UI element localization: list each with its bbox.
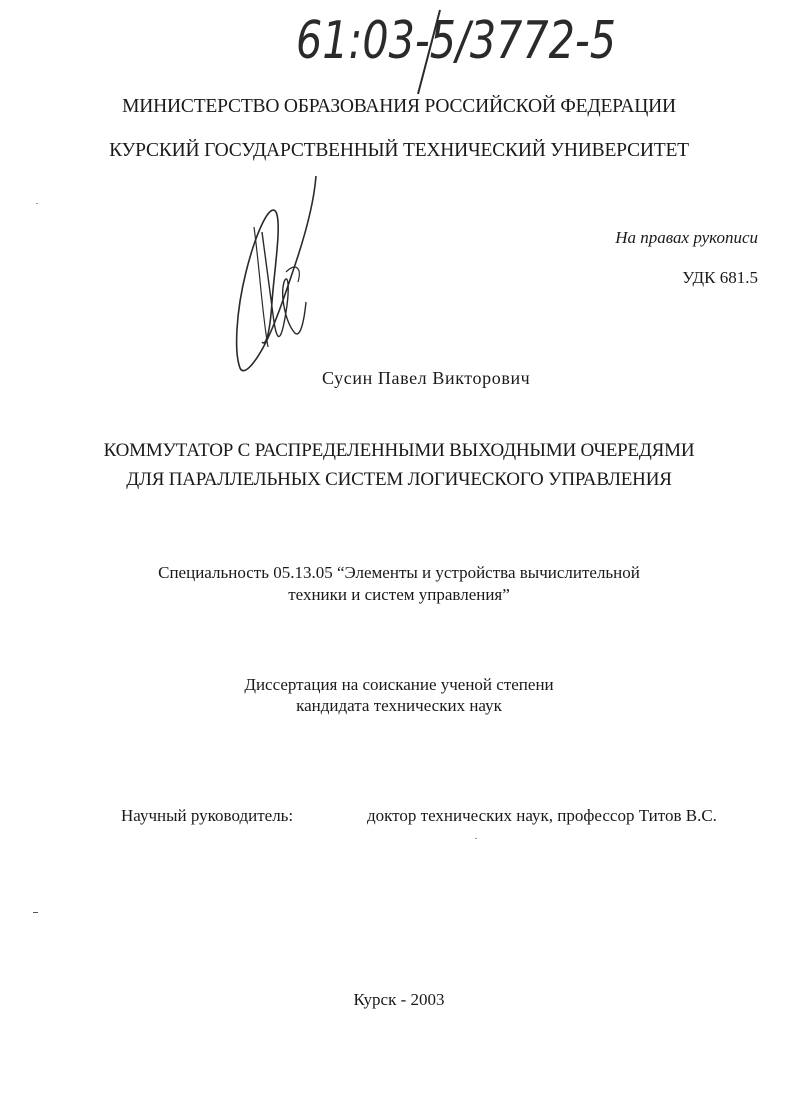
signature-stroke-inner xyxy=(262,232,306,336)
dissertation-line-2: кандидата технических наук xyxy=(296,696,502,715)
signature-stroke-tail xyxy=(254,227,268,347)
thesis-title-line-1: КОММУТАТОР С РАСПРЕДЕЛЕННЫМИ ВЫХОДНЫМИ ОЧЕРЕДЯМИ xyxy=(103,440,695,461)
scan-speck xyxy=(36,203,38,204)
ministry-heading: МИНИСТЕРСТВО ОБРАЗОВАНИЯ РОССИЙСКОЙ ФЕДЕРАЦИИ xyxy=(122,96,676,117)
dissertation-line-1: Диссертация на соискание ученой степени xyxy=(244,675,554,694)
specialty-line-2: техники и систем управления” xyxy=(288,585,510,604)
signature-svg xyxy=(226,172,336,382)
university-heading: КУРСКИЙ ГОСУДАРСТВЕННЫЙ ТЕХНИЧЕСКИЙ УНИВЕРСИТЕТ xyxy=(109,140,689,161)
archive-number-handwritten xyxy=(292,2,632,72)
archive-number-svg xyxy=(292,2,632,72)
city-year: Курск - 2003 xyxy=(353,990,445,1009)
signature-stroke-main xyxy=(237,176,316,371)
supervisor-label: Научный руководитель: xyxy=(121,806,294,825)
author-name: Сусин Павел Викторович xyxy=(322,368,531,388)
author-signature xyxy=(226,172,336,382)
scan-speck xyxy=(33,912,38,913)
supervisor-value: доктор технических наук, профессор Титов В.С. xyxy=(367,806,717,825)
udk-code: УДК 681.5 xyxy=(682,268,758,287)
specialty-line-1: Специальность 05.13.05 “Элементы и устройства вычислительной xyxy=(158,563,640,582)
rights-note: На правах рукописи xyxy=(615,228,758,247)
thesis-title-line-2: ДЛЯ ПАРАЛЛЕЛЬНЫХ СИСТЕМ ЛОГИЧЕСКОГО УПРАВЛЕНИЯ xyxy=(126,469,672,490)
archive-number-text: 61:03-5/3772-5 xyxy=(296,11,616,71)
scan-speck xyxy=(475,838,477,839)
